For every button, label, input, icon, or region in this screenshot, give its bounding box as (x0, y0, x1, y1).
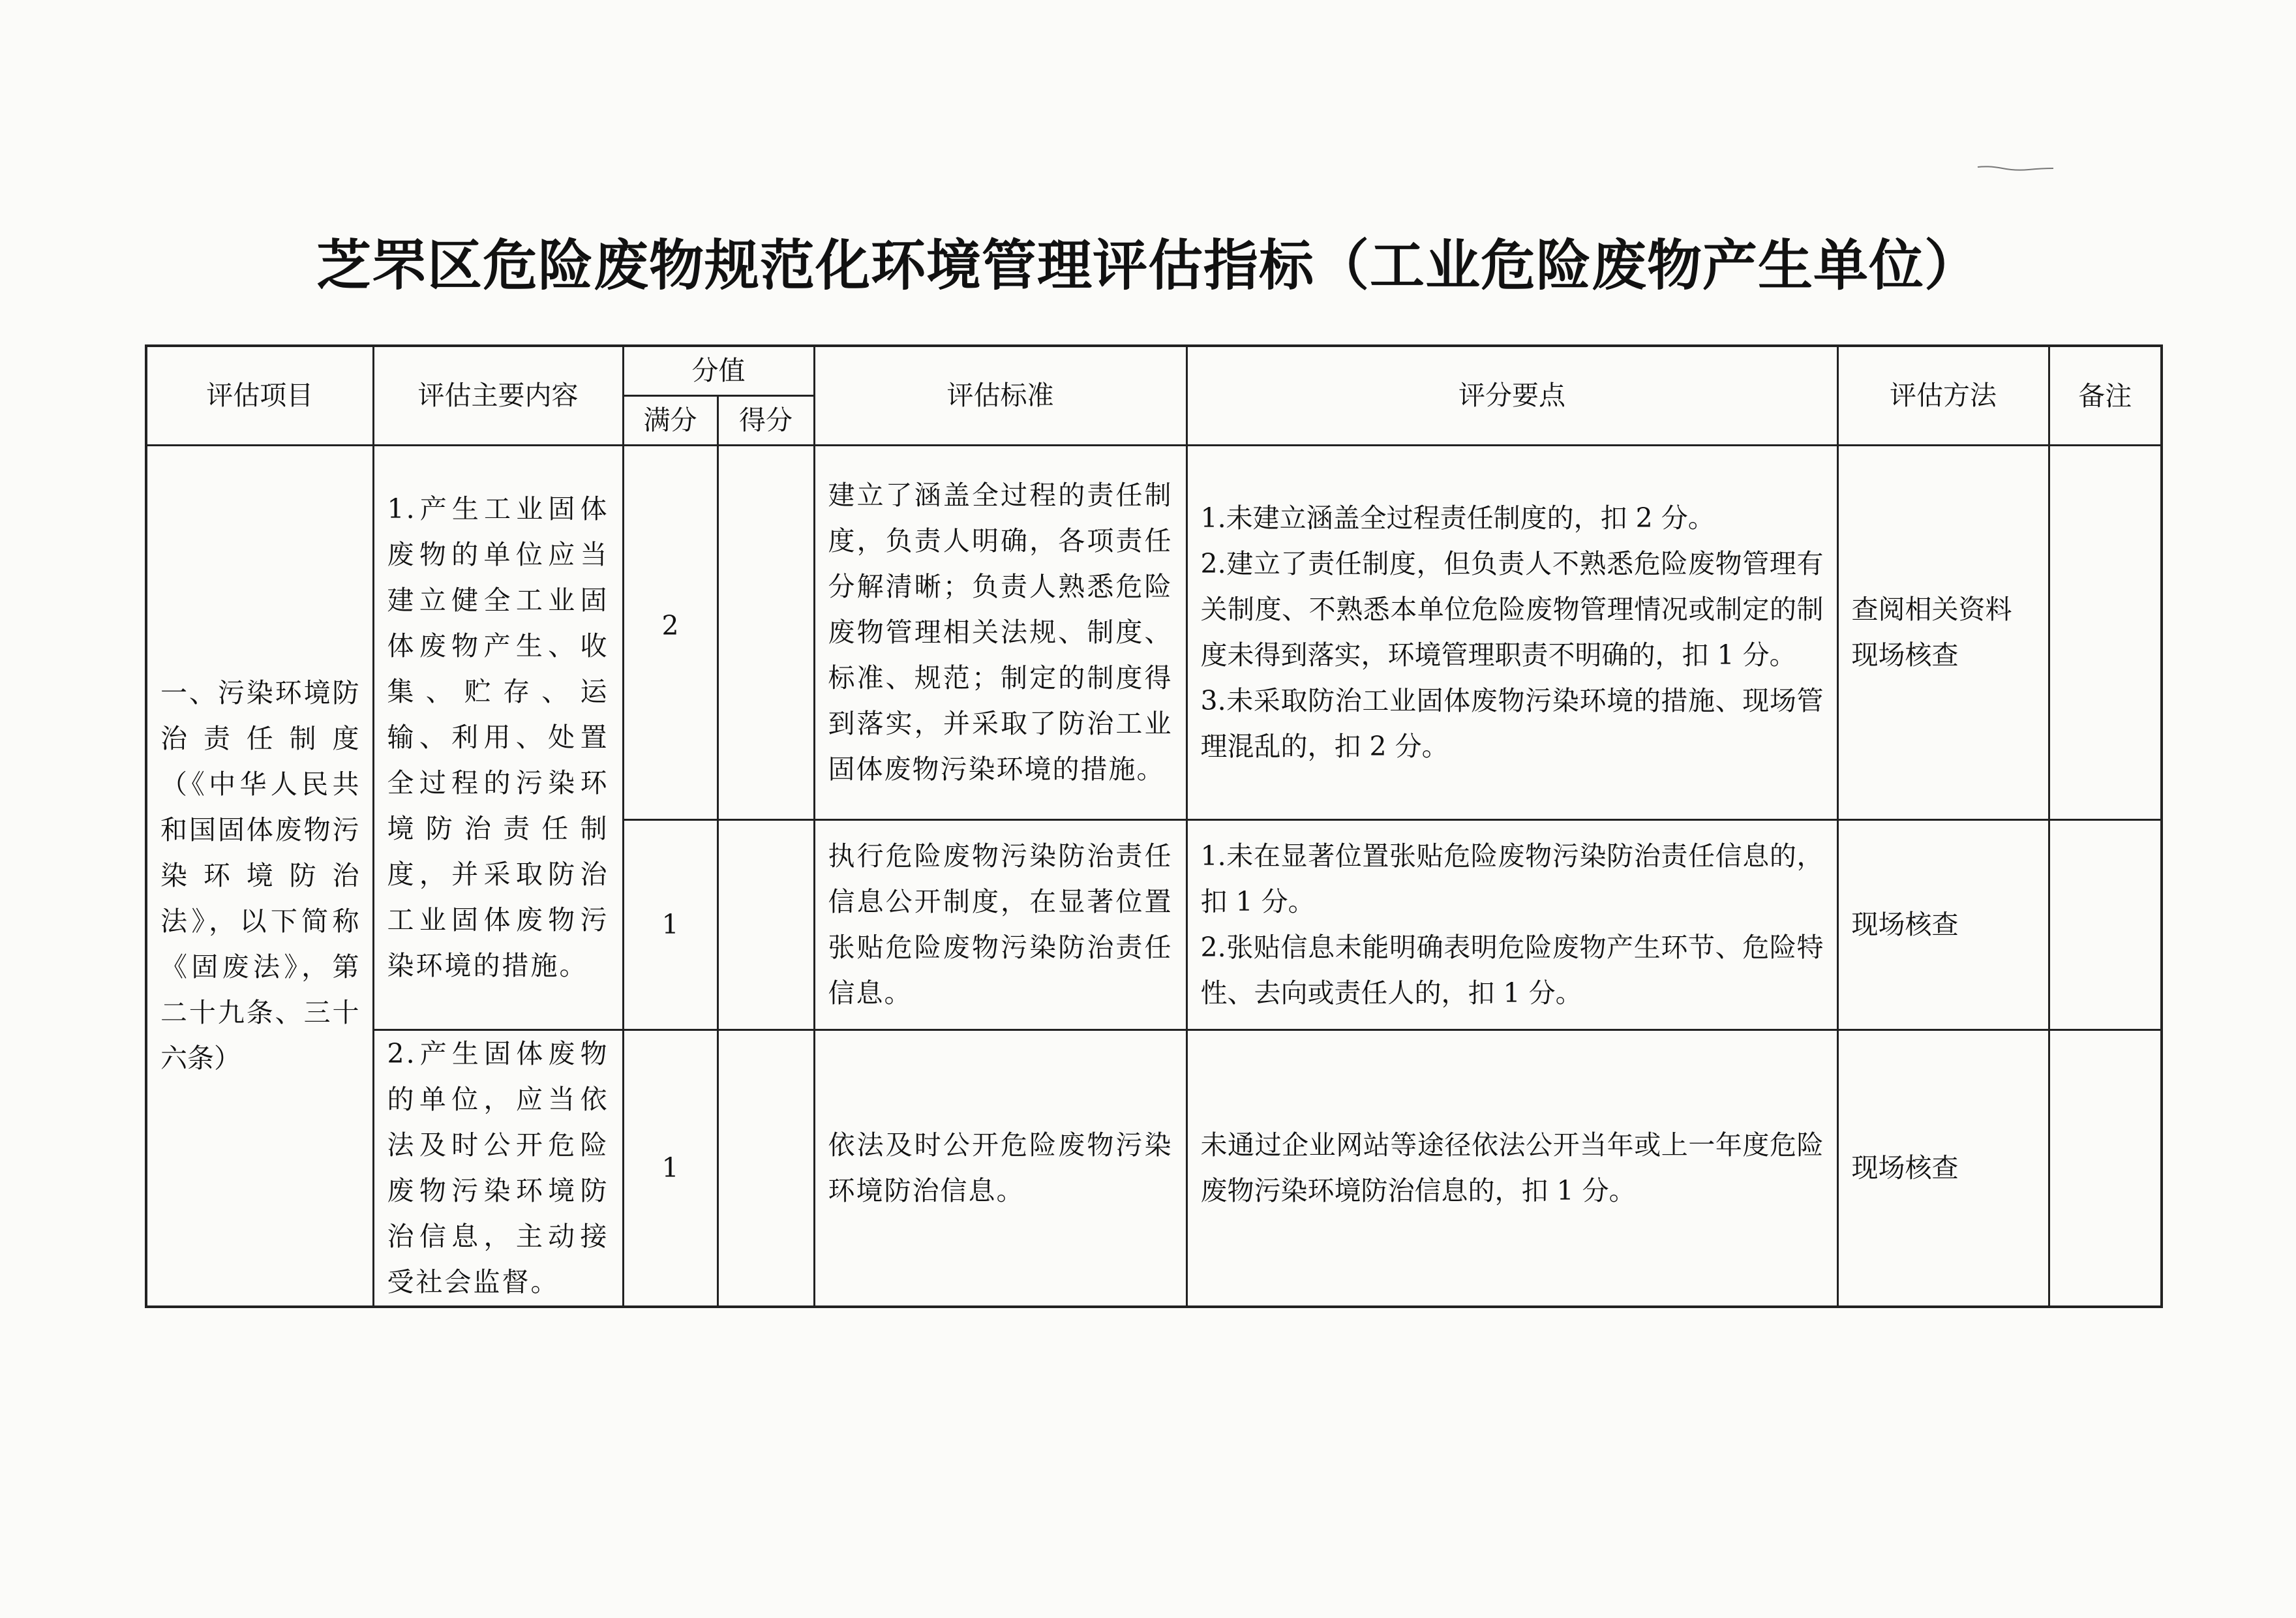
scan-artifact-mark (1976, 164, 2055, 172)
row-2-full-score: 1 (623, 819, 718, 1030)
row-2-method-1: 现场核查 (1851, 909, 1959, 940)
row-1-obtained-score[interactable] (718, 445, 814, 819)
row-1-method-2: 现场核查 (1851, 639, 1959, 671)
row-2-point-1: 1.未在显著位置张贴危险废物污染防治责任信息的，扣 1 分。 (1200, 840, 1824, 917)
row-3-obtained-score[interactable] (718, 1030, 814, 1307)
row-1-point-1: 1.未建立涵盖全过程责任制度的，扣 2 分。 (1200, 502, 1715, 534)
header-remark: 备注 (2049, 346, 2162, 445)
row-3-full-score: 1 (623, 1030, 718, 1307)
row-1-point-2: 2.建立了责任制度，但负责人不熟悉危险废物管理有关制度、不熟悉本单位危险废物管理情况或制定的制度未得到落实，环境管理职责不明确的，扣 1 分。 (1200, 548, 1824, 671)
row-3-method-1: 现场核查 (1851, 1152, 1959, 1184)
section-title: 一、污染环境防治责任制度（《中华人民共和国固体废物污染环境防治法》，以下简称《固废法》，第二十九条、三十六条） (146, 445, 373, 1307)
header-content: 评估主要内容 (373, 346, 623, 445)
row-2-remark[interactable] (2049, 819, 2162, 1030)
row-3-method (1837, 1030, 2049, 1307)
row-3-point-1: 未通过企业网站等途径依法公开当年或上一年度危险废物污染环境防治信息的，扣 1 分。 (1200, 1129, 1824, 1207)
header-full-score: 满分 (623, 395, 718, 445)
row-1-point-3: 3.未采取防治工业固体废物污染环境的措施、现场管理混乱的，扣 2 分。 (1200, 685, 1824, 762)
row-1-standard: 建立了涵盖全过程的责任制度，负责人明确，各项责任分解清晰；负责人熟悉危险废物管理相关法规、制度、标准、规范；制定的制度得到落实，并采取了防治工业固体废物污染环境的措施。 (814, 445, 1186, 819)
row-3-remark[interactable] (2049, 1030, 2162, 1307)
row-1-method-1: 查阅相关资料 (1851, 594, 2012, 625)
header-obtained-score: 得分 (718, 395, 814, 445)
header-method: 评估方法 (1837, 346, 2049, 445)
content-item-1: 1.产生工业固体废物的单位应当建立健全工业固体废物产生、收集、贮存、运输、利用、处置全过程的污染环境防治责任制度，并采取防治工业固体废物污染环境的措施。 (373, 445, 623, 1030)
row-1-remark[interactable] (2049, 445, 2162, 819)
row-2-point-2: 2.张贴信息未能明确表明危险废物产生环节、危险特性、去向或责任人的，扣 1 分。 (1200, 932, 1824, 1009)
row-2-obtained-score[interactable] (718, 819, 814, 1030)
row-1-full-score: 2 (623, 445, 718, 819)
evaluation-table (145, 344, 2163, 1308)
document-title: 芝罘区危险废物规范化环境管理评估指标（工业危险废物产生单位） (316, 234, 1980, 298)
header-points: 评分要点 (1186, 346, 1837, 445)
row-3-standard: 依法及时公开危险废物污染环境防治信息。 (814, 1030, 1186, 1307)
row-2-points (1186, 819, 1837, 1030)
header-score-group: 分值 (623, 346, 814, 395)
content-item-2: 2.产生固体废物的单位，应当依法及时公开危险废物污染环境防治信息，主动接受社会监督。 (373, 1030, 623, 1307)
row-3-points (1186, 1030, 1837, 1307)
row-2-standard: 执行危险废物污染防治责任信息公开制度，在显著位置张贴危险废物污染防治责任信息。 (814, 819, 1186, 1030)
header-project: 评估项目 (146, 346, 373, 445)
header-standard: 评估标准 (814, 346, 1186, 445)
row-2-method (1837, 819, 2049, 1030)
row-1-points (1186, 445, 1837, 819)
row-1-method (1837, 445, 2049, 819)
